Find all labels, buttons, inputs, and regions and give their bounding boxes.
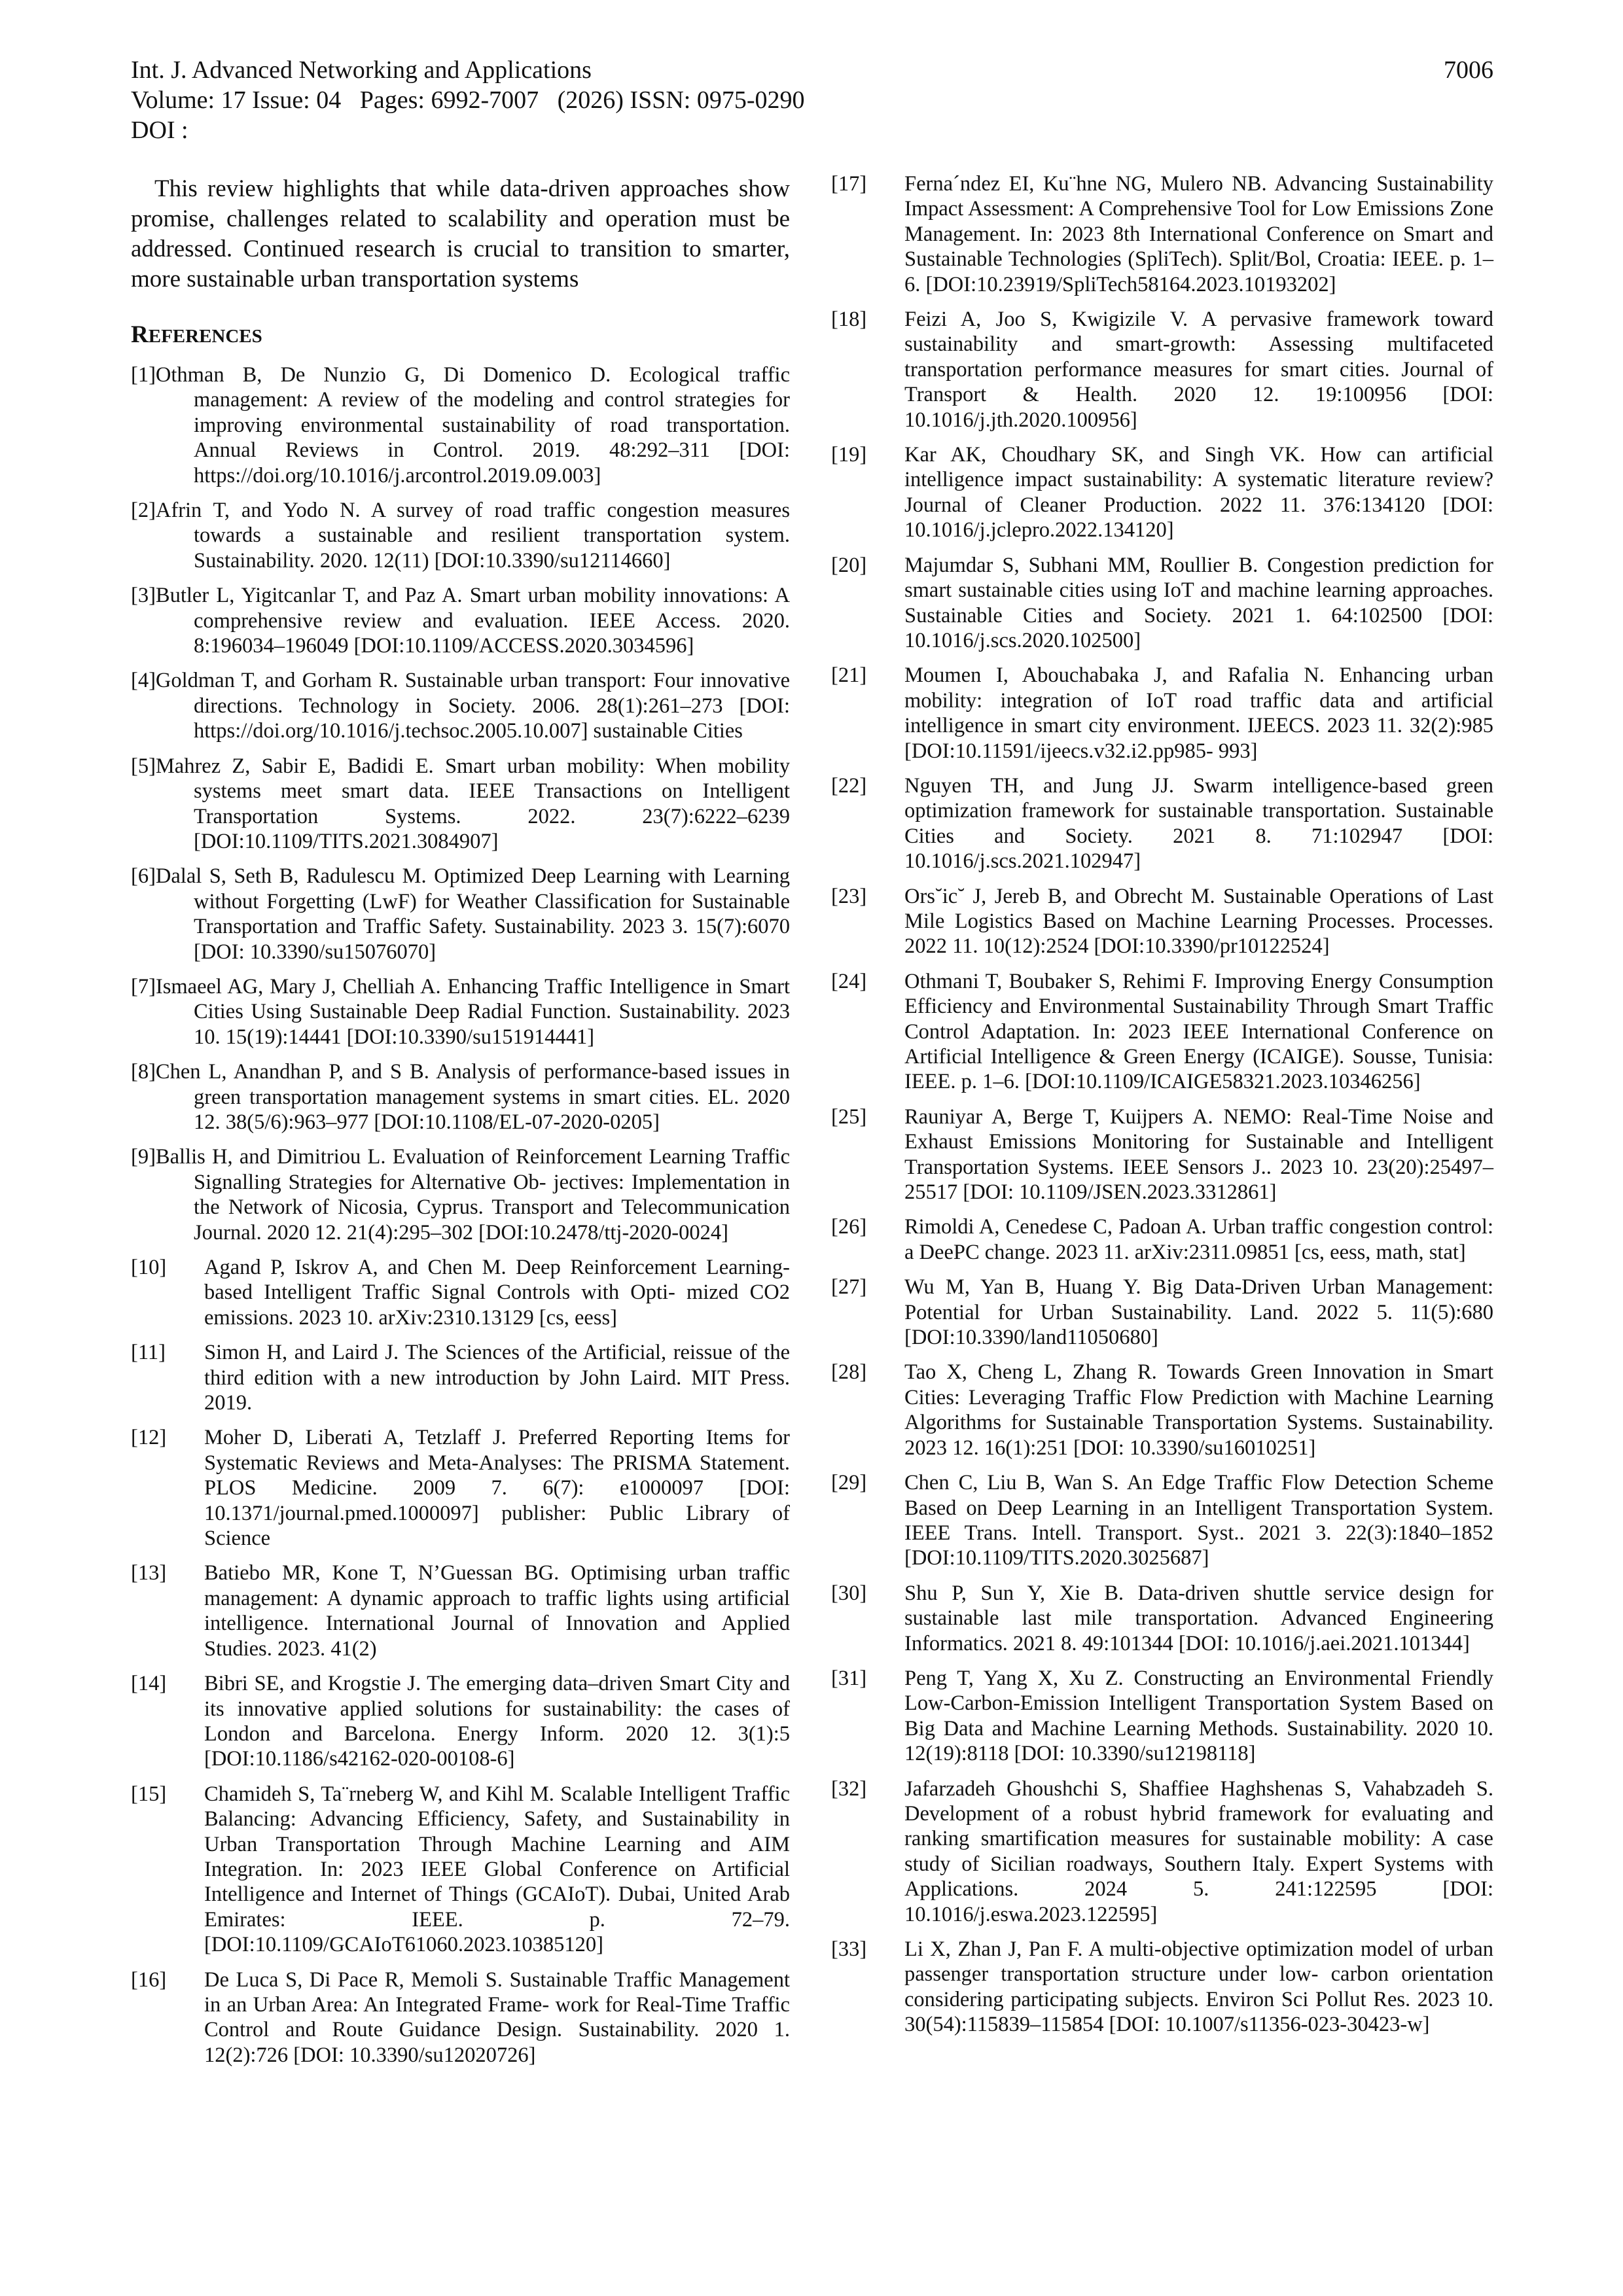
- reference-item: [831, 969, 1493, 1095]
- volume-info: Volume: 17 Issue: 04 Pages: 6992-7007 (2026) ISSN: 0975-0290: [131, 86, 805, 114]
- reference-list-left-a: [131, 362, 790, 1245]
- doi-line: DOI :: [131, 116, 188, 144]
- reference-list-left-b: [131, 1255, 790, 2068]
- reference-text: Chamideh S, Ta¨rneberg W, and Kihl M. Scalable Intelligent Traffic Balancing: Advancing Efficiency, Safety, and Sustainability in Urban Transportation Through Machine Learning and AIM Integration. In: 2023 IEEE Global Conference on Artificial Intelligence and Internet of Things (GCAIoT). Dubai, United Arab Emirates: IEEE. p. 72–79. [DOI:10.1109/GCAIoT61060.2023.10385120]: [204, 1782, 790, 1957]
- references-heading-initial: R: [131, 321, 149, 348]
- reference-text: Moher D, Liberati A, Tetzlaff J. Preferred Reporting Items for Systematic Reviews and Meta-Analyses: The PRISMA Statement. PLOS Medicine. 2009 7. 6(7): e1000097 [DOI: 10.1371/journal.pmed.1000097] publisher: Public Library of Science: [204, 1426, 790, 1551]
- reference-item: [131, 498, 790, 573]
- reference-text: Rauniyar A, Berge T, Kuijpers A. NEMO: Real-Time Noise and Exhaust Emissions Monitoring for Sustainable and Intelligent Transportation Systems. IEEE Sensors J.. 2023 10. 23(20):25497–25517 [DOI: 10.1109/JSEN.2023.3312861]: [904, 1104, 1493, 1205]
- reference-item: [831, 442, 1493, 543]
- reference-item: [831, 773, 1493, 874]
- reference-item: [831, 1470, 1493, 1571]
- reference-text: Chen C, Liu B, Wan S. An Edge Traffic Flow Detection Scheme Based on Deep Learning in an Intelligent Transportation System. IEEE Trans. Intell. Transport. Syst.. 2021 3. 22(3):1840–1852 [DOI:10.1109/TITS.2020.3025687]: [904, 1471, 1493, 1570]
- conclusion-paragraph: This review highlights that while data-driven approaches show promise, challenges related to scalability and operation must be addressed. Continued research is crucial to transition to smarter, more sustainable urban transportation systems: [131, 175, 790, 292]
- reference-item: [831, 663, 1493, 764]
- reference-item: [831, 171, 1493, 297]
- reference-number: [1]: [131, 363, 156, 387]
- reference-text: Goldman T, and Gorham R. Sustainable urban transport: Four innovative directions. Technology in Society. 2006. 28(1):261–273 [DOI: https://doi.org/10.1016/j.techsoc.2005.10.007] sustainable Cities: [155, 669, 790, 743]
- reference-number: [17]: [831, 172, 867, 196]
- reference-item: [131, 754, 790, 855]
- reference-item: [831, 307, 1493, 433]
- reference-text: Moumen I, Abouchabaka J, and Rafalia N. Enhancing urban mobility: integration of IoT road traffic data and artificial intelligence in smart city environment. IJEECS. 2023 11. 32(2):985 [DOI:10.11591/ijeecs.v32.i2.pp985- 993]: [904, 663, 1493, 763]
- reference-number: [13]: [131, 1561, 167, 1585]
- reference-text: Feizi A, Joo S, Kwigizile V. A pervasive framework toward sustainability and smart-growth: Assessing multifaceted transportation performance measures for smart cities. Journal of Transport & Health. 2020 12. 19:100956 [DOI: 10.1016/j.jth.2020.100956]: [904, 308, 1493, 432]
- reference-number: [11]: [131, 1341, 166, 1365]
- reference-number: [15]: [131, 1782, 167, 1806]
- reference-number: [32]: [831, 1776, 867, 1801]
- reference-text: Mahrez Z, Sabir E, Badidi E. Smart urban mobility: When mobility systems meet smart data. IEEE Transactions on Intelligent Transportation Systems. 2022. 23(7):6222–6239 [DOI:10.1109/TITS.2021.3084907]: [155, 754, 790, 853]
- reference-text: Rimoldi A, Cenedese C, Padoan A. Urban traffic congestion control: a DeePC change. 2023 11. arXiv:2311.09851 [cs, eess, math, stat]: [904, 1215, 1493, 1264]
- reference-text: Ors˘ic˘ J, Jereb B, and Obrecht M. Sustainable Operations of Last Mile Logistics Based on Machine Learning Processes. Processes. 2022 11. 10(12):2524 [DOI:10.3390/pr10122524]: [904, 884, 1493, 959]
- reference-item: [131, 974, 790, 1050]
- reference-text: Peng T, Yang X, Xu Z. Constructing an Environmental Friendly Low-Carbon-Emission Intelligent Transportation System Based on Big Data and Machine Learning Methods. Sustainability. 2020 10. 12(19):8118 [DOI: 10.3390/su12198118]: [904, 1666, 1493, 1766]
- reference-number: [19]: [831, 443, 867, 467]
- reference-item: [831, 1275, 1493, 1350]
- reference-text: Jafarzadeh Ghoushchi S, Shaffiee Haghshenas S, Vahabzadeh S. Development of a robust hybrid framework for evaluating and ranking smartification measures for sustainable mobility: A case study of Sicilian roadways, Southern Italy. Expert Systems with Applications. 2024 5. 241:122595 [DOI: 10.1016/j.eswa.2023.122595]: [904, 1776, 1493, 1926]
- reference-number: [21]: [831, 663, 867, 688]
- reference-item: [131, 362, 790, 488]
- reference-text: Chen L, Anandhan P, and S B. Analysis of performance-based issues in green transportation management systems in smart cities. EL. 2020 12. 38(5/6):963–977 [DOI:10.1108/EL-07-2020-0205]: [155, 1060, 790, 1134]
- reference-list-right: [831, 171, 1493, 2038]
- reference-text: Kar AK, Choudhary SK, and Singh VK. How can artificial intelligence impact sustainability: A systematic literature review? Journal of Cleaner Production. 2022 11. 376:134120 [DOI: 10.1016/j.jclepro.2022.134120]: [904, 443, 1493, 542]
- references-heading: [131, 321, 790, 351]
- reference-item: [831, 1214, 1493, 1265]
- reference-number: [22]: [831, 773, 867, 798]
- reference-item: [831, 1360, 1493, 1460]
- reference-number: [4]: [131, 669, 156, 693]
- reference-number: [25]: [831, 1104, 867, 1129]
- reference-item: [831, 1581, 1493, 1656]
- reference-text: Batiebo MR, Kone T, N’Guessan BG. Optimising urban traffic management: A dynamic approach to traffic lights using artificial intelligence. International Journal of Innovation and Applied Studies. 2023. 41(2): [204, 1561, 790, 1661]
- reference-item: [131, 583, 790, 658]
- reference-number: [16]: [131, 1968, 167, 1992]
- reference-text: Othman B, De Nunzio G, Di Domenico D. Ecological traffic management: A review of the modeling and control strategies for improving environmental sustainability of road transportation. Annual Reviews in Control. 2019. 48:292–311 [DOI: https://doi.org/10.1016/j.arcontrol.2019.09.003]: [155, 363, 790, 487]
- reference-number: [10]: [131, 1256, 167, 1279]
- reference-number: [8]: [131, 1060, 156, 1084]
- reference-item: [131, 1255, 790, 1330]
- reference-item: [131, 864, 790, 964]
- reference-number: [14]: [131, 1672, 167, 1696]
- reference-item: [131, 1340, 790, 1415]
- reference-text: Wu M, Yan B, Huang Y. Big Data-Driven Urban Management: Potential for Urban Sustainability. Land. 2022 5. 11(5):680 [DOI:10.3390/land11050680]: [904, 1275, 1493, 1350]
- reference-number: [12]: [131, 1426, 167, 1450]
- reference-number: [23]: [831, 884, 867, 908]
- reference-item: [131, 1059, 790, 1135]
- left-column: [131, 171, 790, 2077]
- reference-number: [6]: [131, 864, 156, 889]
- reference-text: Shu P, Sun Y, Xie B. Data-driven shuttle service design for sustainable last mile transportation. Advanced Engineering Informatics. 2021 8. 49:101344 [DOI: 10.1016/j.aei.2021.101344]: [904, 1581, 1493, 1655]
- reference-text: Othmani T, Boubaker S, Rehimi F. Improving Energy Consumption Efficiency and Environmental Sustainability Through Smart Traffic Control Adaptation. In: 2023 IEEE International Conference on Artificial Intelligence & Green Energy (ICAIGE). Sousse, Tunisia: IEEE. p. 1–6. [DOI:10.1109/ICAIGE58321.2023.10346256]: [904, 969, 1493, 1094]
- references-heading-rest: EFERENCES: [148, 326, 262, 347]
- reference-text: Bibri SE, and Krogstie J. The emerging data–driven Smart City and its innovative applied solutions for sustainability: the cases of London and Barcelona. Energy Inform. 2020 12. 3(1):5 [DOI:10.1186/s42162-020-00108-6]: [204, 1672, 790, 1771]
- journal-title: Int. J. Advanced Networking and Applications: [131, 56, 592, 84]
- reference-text: Ismaeel AG, Mary J, Chelliah A. Enhancing Traffic Intelligence in Smart Cities Using Sustainable Deep Radial Function. Sustainability. 2023 10. 15(19):14441 [DOI:10.3390/su151914441]: [155, 974, 790, 1049]
- reference-text: Simon H, and Laird J. The Sciences of the Artificial, reissue of the third edition with a new introduction by John Laird. MIT Press. 2019.: [204, 1341, 790, 1415]
- reference-number: [2]: [131, 499, 156, 523]
- reference-text: Nguyen TH, and Jung JJ. Swarm intelligence-based green optimization framework for sustainable transportation. Sustainable Cities and Society. 2021 8. 71:102947 [DOI: 10.1016/j.scs.2021.102947]: [904, 773, 1493, 874]
- reference-number: [29]: [831, 1471, 867, 1495]
- reference-number: [24]: [831, 969, 867, 993]
- reference-item: [831, 553, 1493, 654]
- reference-text: Dalal S, Seth B, Radulescu M. Optimized Deep Learning with Learning without Forgetting (LwF) for Weather Classification for Sustainable Transportation and Traffic Safety. Sustainability. 2023 3. 15(7):6070 [DOI: 10.3390/su15076070]: [155, 864, 790, 964]
- reference-item: [131, 1561, 790, 1661]
- reference-number: [27]: [831, 1275, 867, 1299]
- page-header: [131, 55, 1493, 145]
- reference-item: [131, 1968, 790, 2068]
- reference-item: [831, 884, 1493, 959]
- reference-item: [131, 1425, 790, 1551]
- reference-item: [131, 1671, 790, 1772]
- reference-number: [18]: [831, 308, 867, 332]
- reference-item: [831, 1776, 1493, 1927]
- reference-text: Afrin T, and Yodo N. A survey of road traffic congestion measures towards a sustainable and resilient transportation system. Sustainability. 2020. 12(11) [DOI:10.3390/su12114660]: [155, 499, 790, 573]
- reference-number: [5]: [131, 754, 156, 778]
- page-number: 7006: [1444, 56, 1493, 84]
- reference-text: Butler L, Yigitcanlar T, and Paz A. Smart urban mobility innovations: A comprehensive review and evaluation. IEEE Access. 2020. 8:196034–196049 [DOI:10.1109/ACCESS.2020.3034596]: [155, 584, 790, 658]
- reference-text: De Luca S, Di Pace R, Memoli S. Sustainable Traffic Management in an Urban Area: An Integrated Frame- work for Real-Time Traffic Control and Route Guidance Design. Sustainability. 2020 1. 12(2):726 [DOI: 10.3390/su12020726]: [204, 1968, 790, 2067]
- reference-item: [131, 668, 790, 743]
- reference-text: Ferna´ndez EI, Ku¨hne NG, Mulero NB. Advancing Sustainability Impact Assessment: A Comprehensive Tool for Low Emissions Zone Management. In: 2023 8th International Conference on Smart and Sustainable Technologies (SpliTech). Split/Bol, Croatia: IEEE. p. 1–6. [DOI:10.23919/SpliTech58164.2023.10193202]: [904, 172, 1493, 296]
- reference-text: Li X, Zhan J, Pan F. A multi-objective optimization model of urban passenger transportation structure under low- carbon orientation considering participating subjects. Environ Sci Pollut Res. 2023 10. 30(54):115839–115854 [DOI: 10.1007/s11356-023-30423-w]: [904, 1937, 1493, 2037]
- reference-number: [31]: [831, 1666, 867, 1690]
- reference-number: [28]: [831, 1360, 867, 1385]
- reference-number: [3]: [131, 584, 156, 608]
- reference-text: Tao X, Cheng L, Zhang R. Towards Green Innovation in Smart Cities: Leveraging Traffic Flow Prediction with Machine Learning Algorithms for Sustainable Transportation Systems. Sustainability. 2023 12. 16(1):251 [DOI: 10.3390/su16010251]: [904, 1360, 1493, 1460]
- reference-number: [30]: [831, 1581, 867, 1605]
- right-column: [831, 171, 1493, 2047]
- reference-number: [20]: [831, 553, 867, 577]
- reference-item: [131, 1782, 790, 1958]
- reference-text: Ballis H, and Dimitriou L. Evaluation of Reinforcement Learning Traffic Signalling Strategies for Alternative Ob- jectives: Implementation in the Network of Nicosia, Cyprus. Transport and Telecommunication Journal. 2020 12. 21(4):295–302 [DOI:10.2478/ttj-2020-0024]: [155, 1145, 790, 1245]
- reference-number: [9]: [131, 1145, 156, 1169]
- reference-item: [831, 1666, 1493, 1767]
- reference-text: Majumdar S, Subhani MM, Roullier B. Congestion prediction for smart sustainable cities using IoT and machine learning approaches. Sustainable Cities and Society. 2021 1. 64:102500 [DOI: 10.1016/j.scs.2020.102500]: [904, 553, 1493, 652]
- reference-number: [7]: [131, 974, 156, 998]
- reference-text: Agand P, Iskrov A, and Chen M. Deep Reinforcement Learning-based Intelligent Traffic Signal Controls with Opti- mized CO2 emissions. 2023 10. arXiv:2310.13129 [cs, eess]: [204, 1256, 790, 1330]
- reference-number: [33]: [831, 1937, 867, 1961]
- reference-item: [831, 1104, 1493, 1205]
- reference-number: [26]: [831, 1215, 867, 1239]
- reference-item: [831, 1937, 1493, 2038]
- reference-item: [131, 1144, 790, 1245]
